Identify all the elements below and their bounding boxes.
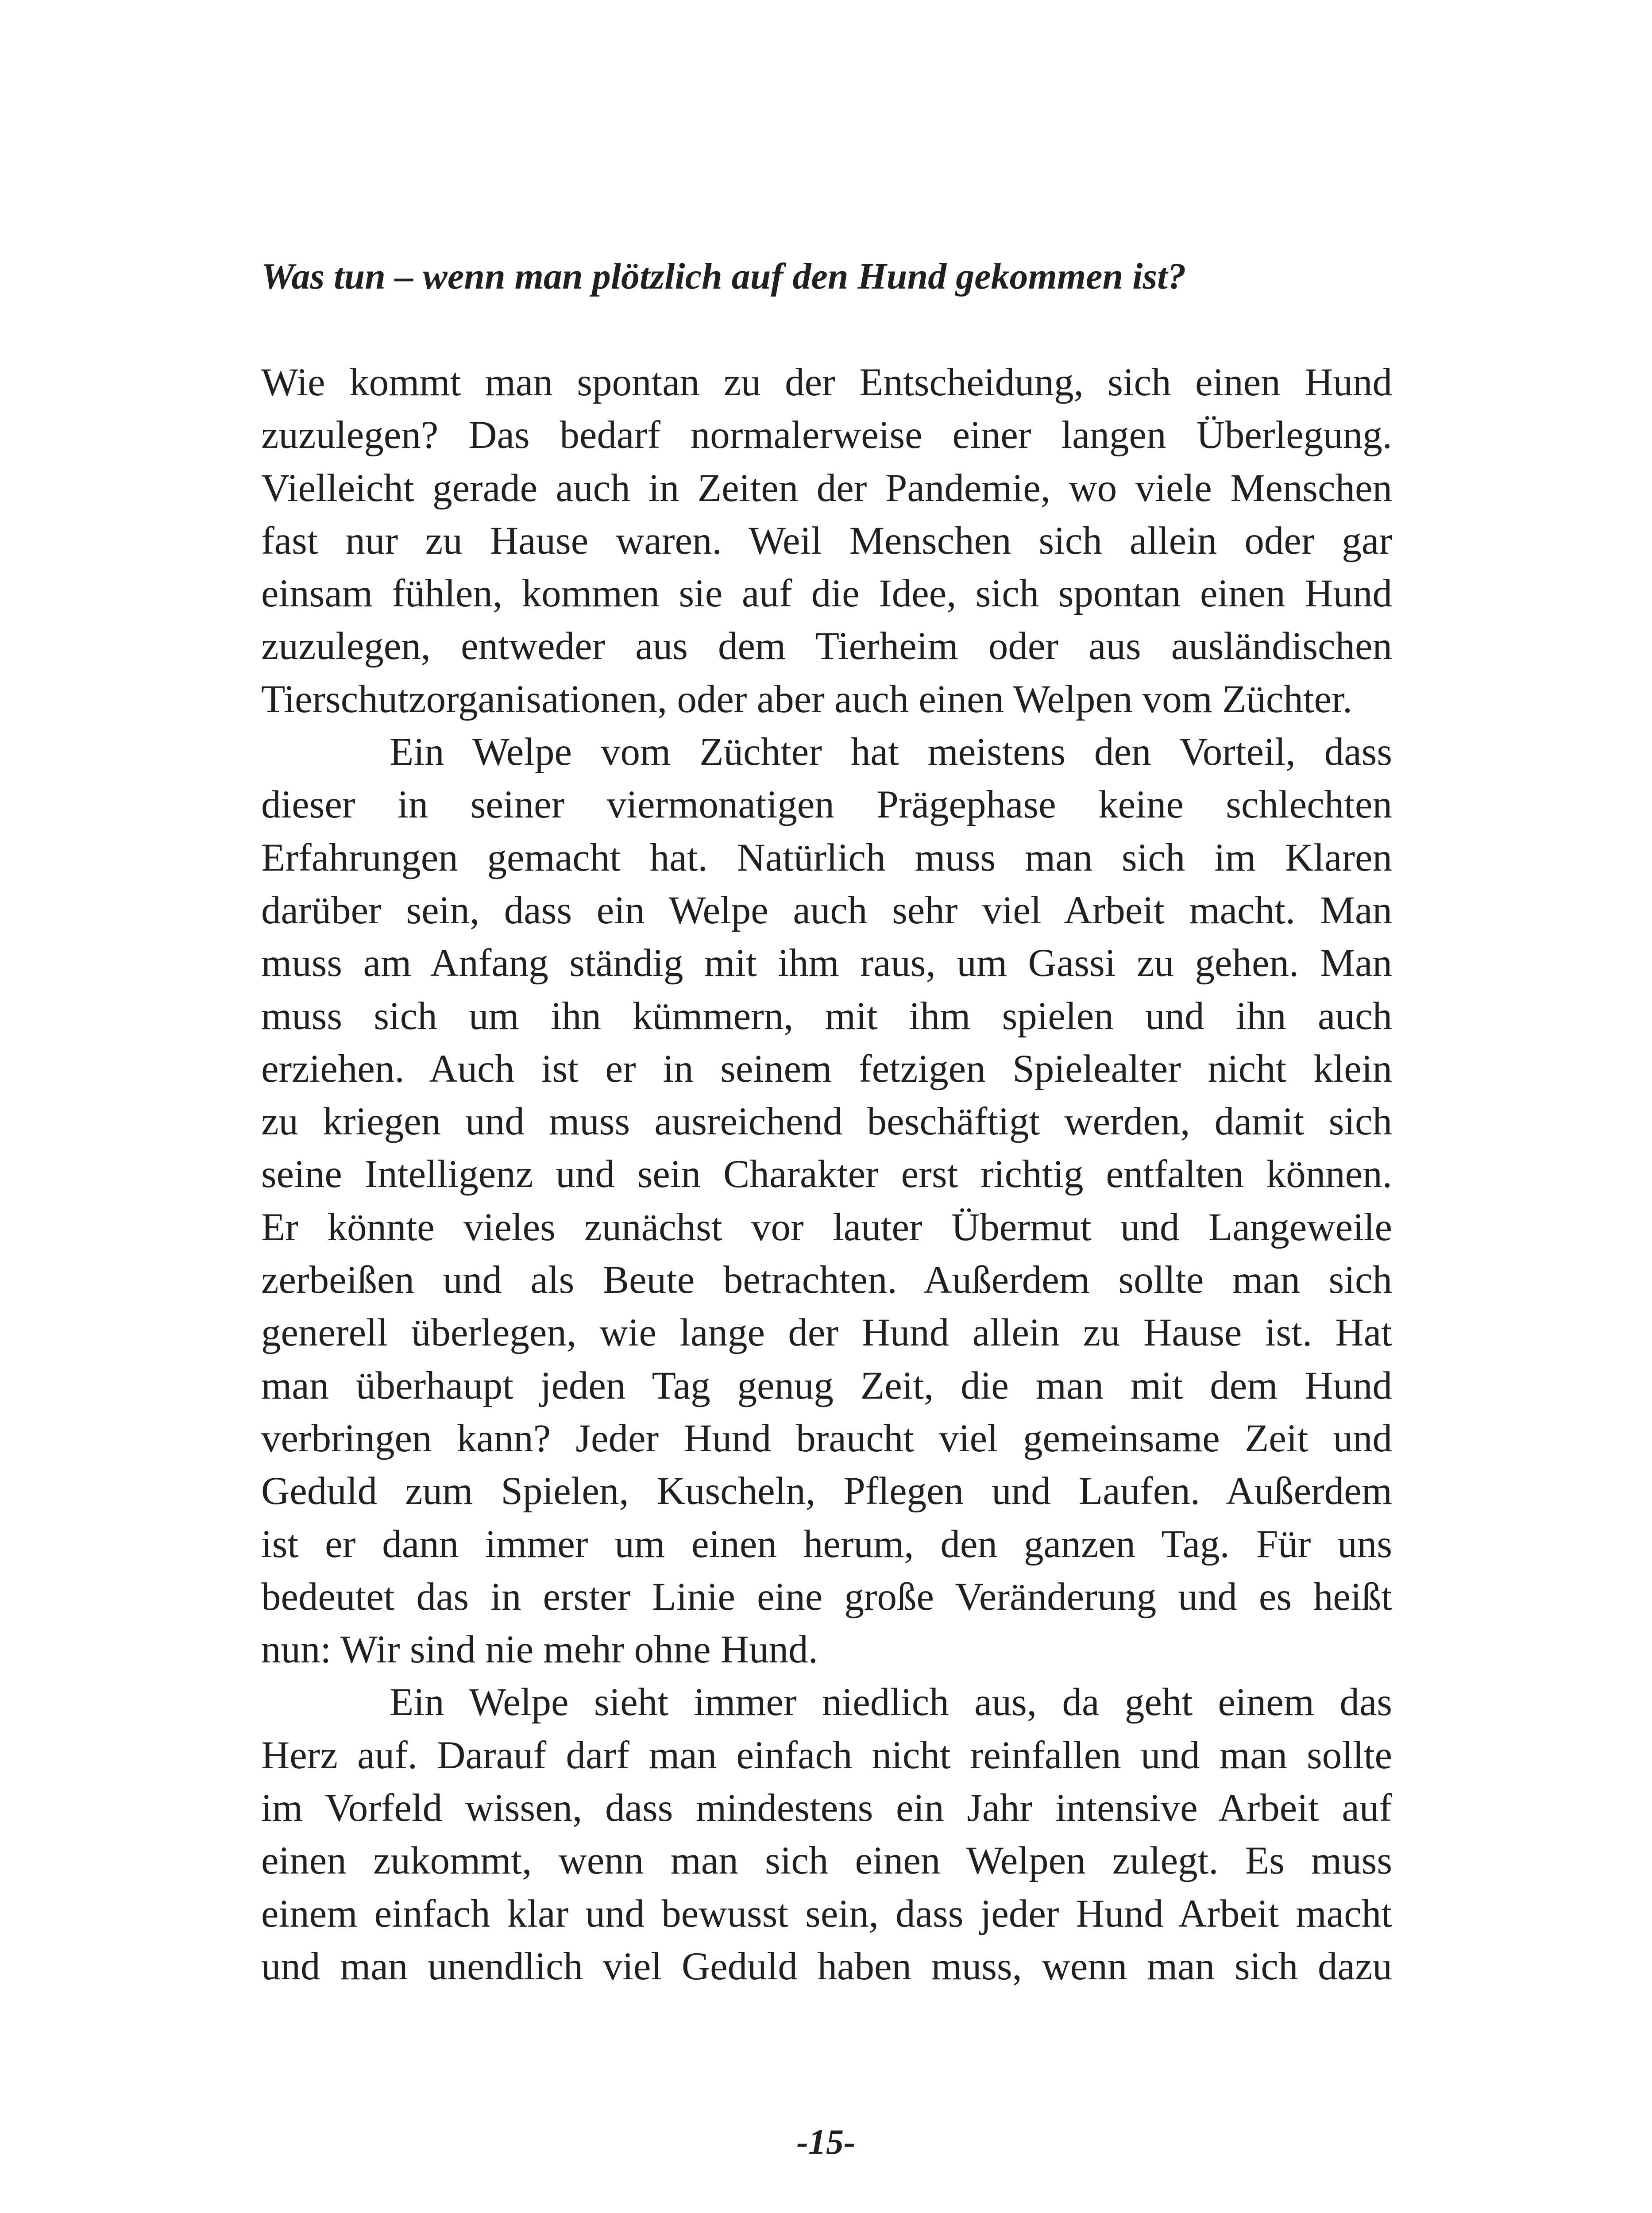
text-line: dieser in seiner viermonatigen Prägephase keine schlechten xyxy=(261,783,1392,827)
text-line: Geduld zum Spielen, Kuscheln, Pflegen und Laufen. Außerdem xyxy=(261,1469,1392,1513)
text-line: Herz auf. Darauf darf man einfach nicht reinfallen und man sollte xyxy=(261,1733,1392,1777)
text-line: einem einfach klar und bewusst sein, dass jeder Hund Arbeit macht xyxy=(261,1892,1392,1935)
text-line: zuzulegen? Das bedarf normalerweise einer langen Überlegung. xyxy=(261,413,1392,457)
text-line: Vielleicht gerade auch in Zeiten der Pandemie, wo viele Menschen xyxy=(261,466,1392,510)
text-line: zu kriegen und muss ausreichend beschäftigt werden, damit sich xyxy=(261,1100,1392,1144)
text-line: und man unendlich viel Geduld haben muss, wenn man sich dazu xyxy=(261,1944,1392,1988)
text-line: Ein Welpe sieht immer niedlich aus, da geht einem das xyxy=(390,1681,1392,1724)
text-line: Ein Welpe vom Züchter hat meistens den Vorteil, dass xyxy=(390,730,1392,774)
text-line: ist er dann immer um einen herum, den ganzen Tag. Für uns xyxy=(261,1522,1392,1566)
text-line: fast nur zu Hause waren. Weil Menschen sich allein oder gar xyxy=(261,519,1392,563)
text-line: nun: Wir sind nie mehr ohne Hund. xyxy=(261,1628,818,1672)
text-line: Wie kommt man spontan zu der Entscheidung, sich einen Hund xyxy=(261,361,1392,404)
text-line: Er könnte vieles zunächst vor lauter Übermut und Langeweile xyxy=(261,1205,1392,1249)
page-number: -15- xyxy=(796,2123,856,2162)
text-line: verbringen kann? Jeder Hund braucht viel gemeinsame Zeit und xyxy=(261,1416,1392,1460)
text-line: muss am Anfang ständig mit ihm raus, um Gassi zu gehen. Man xyxy=(261,941,1392,985)
text-line: muss sich um ihn kümmern, mit ihm spielen und ihn auch xyxy=(261,994,1392,1038)
text-line: erziehen. Auch ist er in seinem fetzigen Spielealter nicht klein xyxy=(261,1047,1392,1091)
body-text xyxy=(261,356,1392,1993)
text-line: seine Intelligenz und sein Charakter erst richtig entfalten können. xyxy=(261,1153,1392,1196)
text-line: generell überlegen, wie lange der Hund allein zu Hause ist. Hat xyxy=(261,1311,1392,1355)
text-line: im Vorfeld wissen, dass mindestens ein Jahr intensive Arbeit auf xyxy=(261,1786,1392,1830)
text-line: einsam fühlen, kommen sie auf die Idee, sich spontan einen Hund xyxy=(261,572,1392,616)
text-line: zuzulegen, entweder aus dem Tierheim oder aus ausländischen xyxy=(261,625,1392,668)
text-line: Erfahrungen gemacht hat. Natürlich muss man sich im Klaren xyxy=(261,836,1392,879)
text-line: Tierschutzorganisationen, oder aber auch einen Welpen vom Züchter. xyxy=(261,677,1353,721)
text-line: einen zukommt, wenn man sich einen Welpen zulegt. Es muss xyxy=(261,1839,1392,1883)
text-line: darüber sein, dass ein Welpe auch sehr viel Arbeit macht. Man xyxy=(261,888,1392,932)
text-line: zerbeißen und als Beute betrachten. Außerdem sollte man sich xyxy=(261,1258,1392,1302)
section-heading: Was tun – wenn man plötzlich auf den Hund gekommen ist? xyxy=(261,256,1186,297)
text-line: bedeutet das in erster Linie eine große Veränderung und es heißt xyxy=(261,1575,1392,1619)
text-line: man überhaupt jeden Tag genug Zeit, die man mit dem Hund xyxy=(261,1364,1392,1407)
